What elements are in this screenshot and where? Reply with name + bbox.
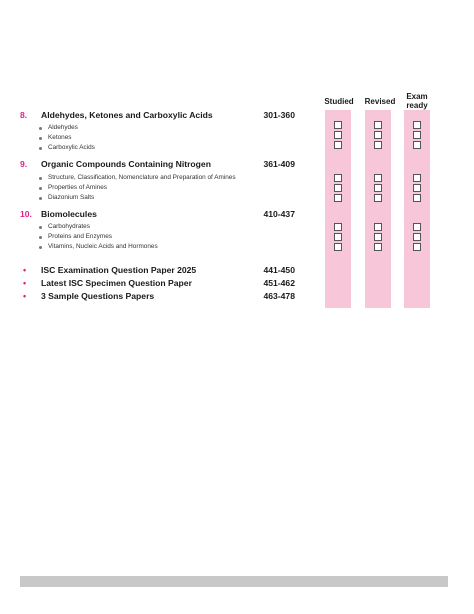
paper-title: ISC Examination Question Paper 2025 <box>41 265 197 275</box>
bullet-icon <box>39 226 42 229</box>
revised-checkbox-ch8-2[interactable] <box>374 131 382 139</box>
exam-ready-checkbox-ch10-3[interactable] <box>413 243 421 251</box>
chapter-title: Organic Compounds Containing Nitrogen <box>41 159 211 169</box>
subtopic-label: Vitamins, Nucleic Acids and Hormones <box>48 243 158 250</box>
footer-bar <box>20 576 448 587</box>
subtopic-list <box>38 222 278 252</box>
subtopic-item <box>38 193 278 203</box>
chapter-number: 10. <box>20 209 32 219</box>
column-header-exam-ready-line1: Exam <box>406 92 428 101</box>
revised-checkbox-ch8-1[interactable] <box>374 121 382 129</box>
bullet-icon: • <box>23 278 27 288</box>
bullet-icon: • <box>23 291 27 301</box>
bullet-icon <box>39 197 42 200</box>
studied-checkbox-ch10-1[interactable] <box>334 223 342 231</box>
subtopic-label: Ketones <box>48 134 72 141</box>
paper-row[interactable] <box>20 291 295 305</box>
subtopic-list <box>38 123 278 153</box>
subtopic-item <box>38 222 278 232</box>
paper-pages: 451-462 <box>263 278 295 288</box>
studied-checkbox-ch8-2[interactable] <box>334 131 342 139</box>
chapter-number: 8. <box>20 110 28 120</box>
bullet-icon: • <box>23 265 27 275</box>
chapter-pages: 301-360 <box>263 110 295 120</box>
paper-title: Latest ISC Specimen Question Paper <box>41 278 192 288</box>
revised-checkbox-ch9-1[interactable] <box>374 174 382 182</box>
subtopic-label: Carbohydrates <box>48 223 90 230</box>
bullet-icon <box>39 236 42 239</box>
subtopic-label: Carboxylic Acids <box>48 144 95 151</box>
column-header-exam-ready-line2: ready <box>406 101 428 110</box>
exam-ready-checkbox-ch8-3[interactable] <box>413 141 421 149</box>
subtopic-label: Structure, Classification, Nomenclature and Preparation of Amines <box>48 174 236 181</box>
revised-checkbox-ch9-2[interactable] <box>374 184 382 192</box>
subtopic-item <box>38 133 278 143</box>
studied-checkbox-ch10-2[interactable] <box>334 233 342 241</box>
revised-checkbox-ch10-1[interactable] <box>374 223 382 231</box>
paper-pages: 463-478 <box>263 291 295 301</box>
chapter-pages: 361-409 <box>263 159 295 169</box>
column-header-studied: Studied <box>324 97 354 106</box>
revised-checkbox-ch8-3[interactable] <box>374 141 382 149</box>
revised-checkbox-ch9-3[interactable] <box>374 194 382 202</box>
chapter-number: 9. <box>20 159 28 169</box>
bullet-icon <box>39 177 42 180</box>
studied-checkbox-ch8-3[interactable] <box>334 141 342 149</box>
subtopic-item <box>38 123 278 133</box>
exam-ready-checkbox-ch10-1[interactable] <box>413 223 421 231</box>
exam-ready-checkbox-ch8-1[interactable] <box>413 121 421 129</box>
bullet-icon <box>39 246 42 249</box>
bullet-icon <box>39 137 42 140</box>
studied-tracker <box>325 110 351 308</box>
column-header-revised: Revised <box>364 97 396 106</box>
exam-ready-checkbox-ch9-1[interactable] <box>413 174 421 182</box>
subtopic-label: Proteins and Enzymes <box>48 233 112 240</box>
subtopic-list <box>38 173 278 203</box>
bullet-icon <box>39 187 42 190</box>
chapter-row[interactable] <box>20 110 295 124</box>
chapter-row[interactable] <box>20 159 295 173</box>
subtopic-item <box>38 232 278 242</box>
subtopic-item <box>38 183 278 193</box>
studied-checkbox-ch9-1[interactable] <box>334 174 342 182</box>
exam-ready-checkbox-ch10-2[interactable] <box>413 233 421 241</box>
subtopic-item <box>38 242 278 252</box>
chapter-title: Biomolecules <box>41 209 97 219</box>
bullet-icon <box>39 147 42 150</box>
exam-ready-checkbox-ch8-2[interactable] <box>413 131 421 139</box>
subtopic-label: Diazonium Salts <box>48 194 95 201</box>
chapter-row[interactable] <box>20 209 295 223</box>
exam-ready-checkbox-ch9-2[interactable] <box>413 184 421 192</box>
paper-row[interactable] <box>20 265 295 279</box>
chapter-title: Aldehydes, Ketones and Carboxylic Acids <box>41 110 213 120</box>
paper-pages: 441-450 <box>263 265 295 275</box>
subtopic-label: Aldehydes <box>48 124 78 131</box>
revised-checkbox-ch10-2[interactable] <box>374 233 382 241</box>
exam-ready-tracker <box>404 110 430 308</box>
paper-row[interactable] <box>20 278 295 292</box>
bullet-icon <box>39 127 42 130</box>
subtopic-label: Properties of Amines <box>48 184 107 191</box>
revised-checkbox-ch10-3[interactable] <box>374 243 382 251</box>
studied-checkbox-ch8-1[interactable] <box>334 121 342 129</box>
column-header-exam-ready <box>398 92 436 110</box>
studied-checkbox-ch10-3[interactable] <box>334 243 342 251</box>
revised-tracker <box>365 110 391 308</box>
chapter-pages: 410-437 <box>263 209 295 219</box>
exam-ready-checkbox-ch9-3[interactable] <box>413 194 421 202</box>
subtopic-item <box>38 173 278 183</box>
studied-checkbox-ch9-3[interactable] <box>334 194 342 202</box>
subtopic-item <box>38 143 278 153</box>
studied-checkbox-ch9-2[interactable] <box>334 184 342 192</box>
paper-title: 3 Sample Questions Papers <box>41 291 155 301</box>
